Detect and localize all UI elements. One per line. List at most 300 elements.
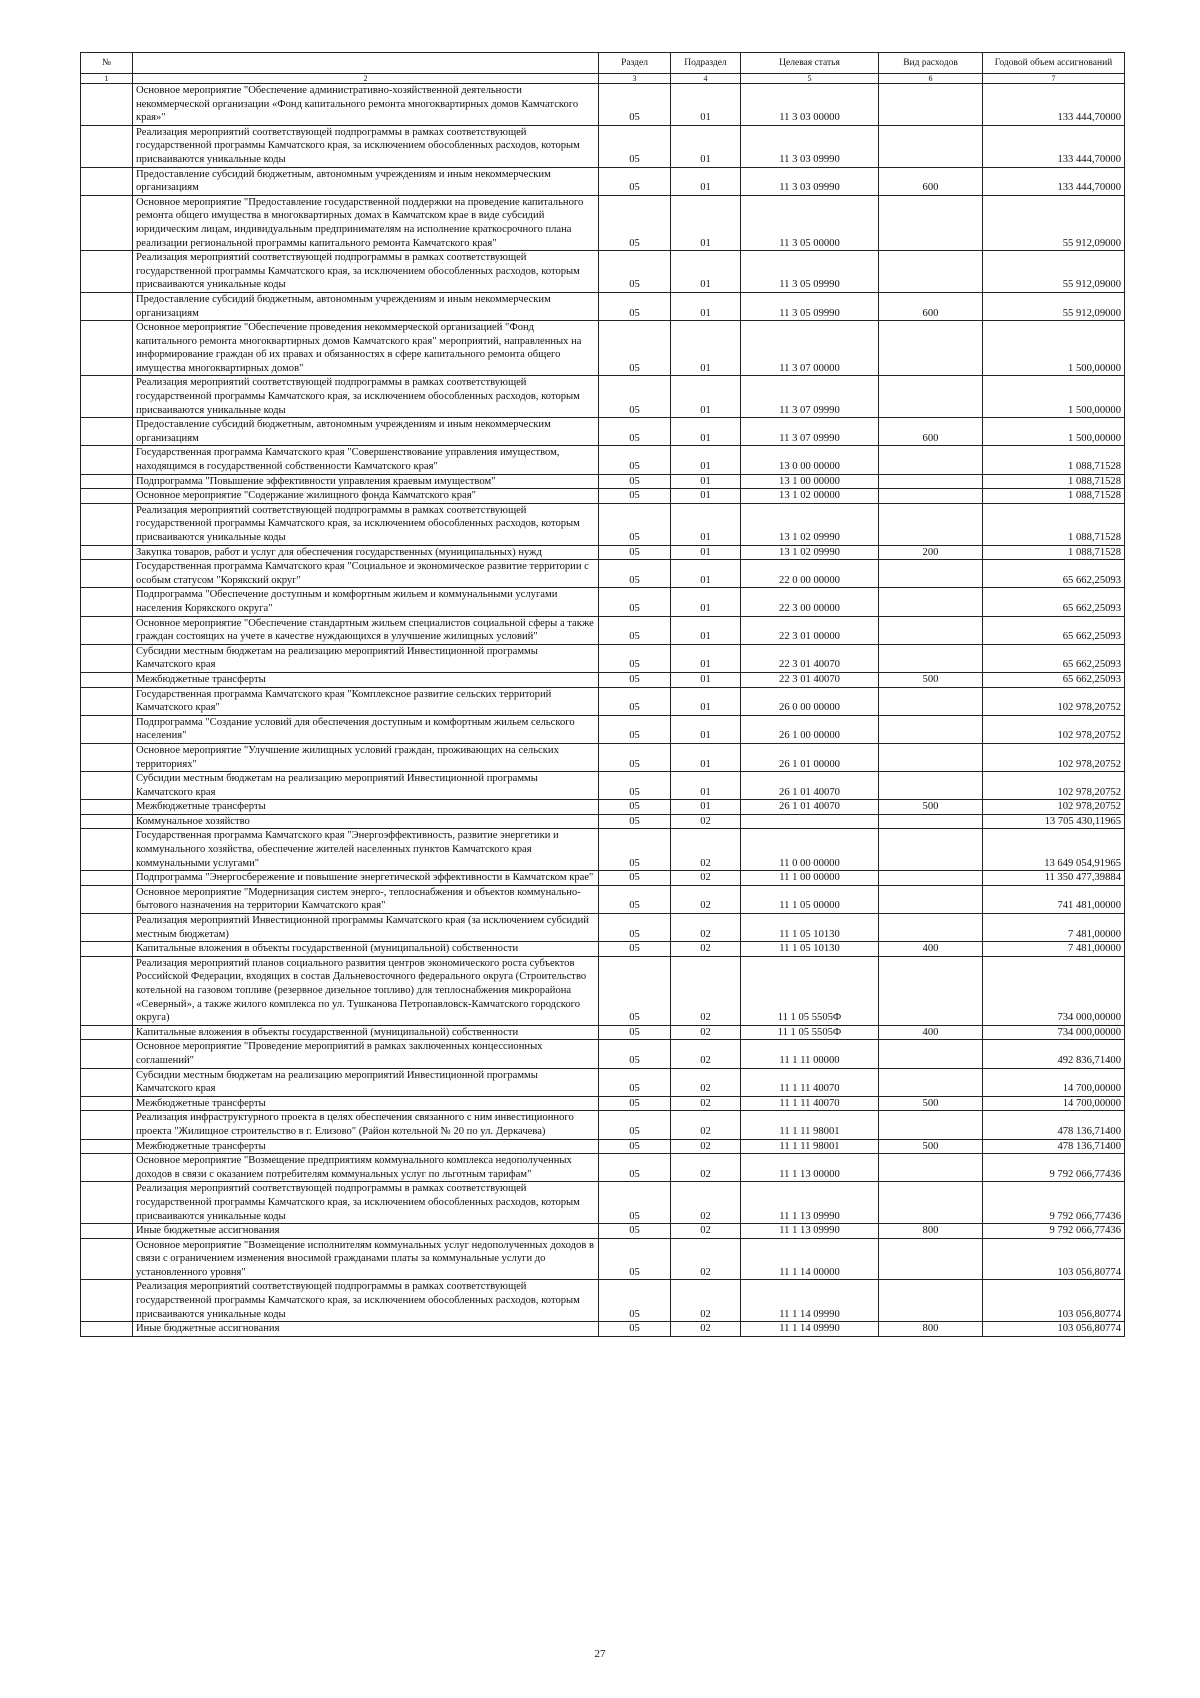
cell-razdel: 05 [599, 503, 671, 545]
header-podrazdel: Подраздел [671, 53, 741, 74]
cell-podrazdel: 01 [671, 489, 741, 504]
cell-target: 11 3 05 00000 [741, 195, 879, 250]
cell-amount: 1 500,00000 [983, 376, 1125, 418]
cell-target: 11 3 05 09990 [741, 292, 879, 320]
cell-name: Реализация мероприятий соответствующей подпрограммы в рамках соответствующей государственной программы Камчатского края, за исключением обособленных расходов, которым присваиваются уникальные коды [133, 376, 599, 418]
cell-podrazdel: 02 [671, 1139, 741, 1154]
table-row [81, 687, 1125, 715]
table-row [81, 1096, 1125, 1111]
cell-podrazdel: 01 [671, 376, 741, 418]
cell-vid [879, 715, 983, 743]
cell-name: Государственная программа Камчатского края "Комплексное развитие сельских территорий Камчатского края" [133, 687, 599, 715]
cell-vid [879, 1040, 983, 1068]
table-row [81, 1139, 1125, 1154]
cell-amount: 103 056,80774 [983, 1322, 1125, 1337]
cell-name: Основное мероприятие "Предоставление государственной поддержки на проведение капитального ремонта общего имущества в многоквартирных домах в Камчатском крае в виде субсидий юридическим лицам, индивидуальным предпринимателям на исполнение краткосрочного плана реализации региональной программы капитального ремонта Камчатского края" [133, 195, 599, 250]
table-row [81, 885, 1125, 913]
cell-name: Субсидии местным бюджетам на реализацию мероприятий Инвестиционной программы Камчатского края [133, 1068, 599, 1096]
header-colnum: 6 [879, 74, 983, 84]
cell-name: Иные бюджетные ассигнования [133, 1322, 599, 1337]
cell-amount: 103 056,80774 [983, 1280, 1125, 1322]
header-target: Целевая статья [741, 53, 879, 74]
cell-podrazdel: 01 [671, 772, 741, 800]
cell-razdel: 05 [599, 871, 671, 886]
cell-amount: 734 000,00000 [983, 956, 1125, 1025]
cell-amount: 1 088,71528 [983, 503, 1125, 545]
header-colnum: 7 [983, 74, 1125, 84]
table-row [81, 1111, 1125, 1139]
cell-razdel: 05 [599, 376, 671, 418]
table-row [81, 672, 1125, 687]
cell-target: 13 1 02 09990 [741, 503, 879, 545]
cell-target: 11 1 14 09990 [741, 1280, 879, 1322]
table-row [81, 1280, 1125, 1322]
cell-vid [879, 84, 983, 126]
cell-razdel: 05 [599, 292, 671, 320]
cell-podrazdel: 02 [671, 1040, 741, 1068]
cell-name: Коммунальное хозяйство [133, 814, 599, 829]
cell-podrazdel: 02 [671, 1182, 741, 1224]
budget-table-page [80, 52, 1124, 1337]
cell-amount: 741 481,00000 [983, 885, 1125, 913]
cell-podrazdel: 01 [671, 672, 741, 687]
cell-amount: 102 978,20752 [983, 800, 1125, 815]
cell-name: Реализация мероприятий планов социального развития центров экономического роста субъектов Российской Федерации, входящих в состав Дальневосточного федерального округа (Строительство котельной на газовом топливе (резервное дизельное топливо) для теплоснабжения микрорайона «Северный», а также жилого комплекса по ул. Тушканова Петропавловск-Камчатского городского округа) [133, 956, 599, 1025]
cell-name: Реализация мероприятий соответствующей подпрограммы в рамках соответствующей государственной программы Камчатского края, за исключением обособленных расходов, которым присваиваются уникальные коды [133, 1182, 599, 1224]
cell-target: 22 3 01 40070 [741, 672, 879, 687]
cell-podrazdel: 01 [671, 195, 741, 250]
table-row [81, 829, 1125, 871]
budget-table [80, 52, 1125, 1337]
cell-podrazdel: 02 [671, 1238, 741, 1280]
cell-vid: 500 [879, 672, 983, 687]
cell-target: 11 3 07 00000 [741, 321, 879, 376]
cell-amount: 9 792 066,77436 [983, 1182, 1125, 1224]
cell-name: Государственная программа Камчатского края "Энергоэффективность, развитие энергетики и коммунального хозяйства, обеспечение жителей населенных пунктов Камчатского края коммунальными услугами" [133, 829, 599, 871]
cell-amount: 1 088,71528 [983, 545, 1125, 560]
cell-razdel: 05 [599, 914, 671, 942]
cell-razdel: 05 [599, 588, 671, 616]
cell-no [81, 1040, 133, 1068]
cell-amount: 65 662,25093 [983, 560, 1125, 588]
cell-no [81, 1238, 133, 1280]
cell-vid [879, 560, 983, 588]
table-row [81, 321, 1125, 376]
cell-no [81, 1025, 133, 1040]
cell-podrazdel: 02 [671, 885, 741, 913]
cell-target: 11 3 05 09990 [741, 251, 879, 293]
cell-name: Основное мероприятие "Обеспечение проведения некоммерческой организацией "Фонд капитального ремонта многоквартирных домов Камчатского края" мероприятий, направленных на информирование граждан об их правах и обязанностях в сфере капитального ремонта общего имущества многоквартирных домов" [133, 321, 599, 376]
cell-no [81, 772, 133, 800]
cell-no [81, 125, 133, 167]
cell-name: Иные бюджетные ассигнования [133, 1224, 599, 1239]
table-row [81, 644, 1125, 672]
table-row [81, 489, 1125, 504]
cell-razdel: 05 [599, 489, 671, 504]
cell-vid: 500 [879, 1096, 983, 1111]
table-row [81, 125, 1125, 167]
header-no: № [81, 53, 133, 74]
cell-name: Реализация инфраструктурного проекта в целях обеспечения связанного с ним инвестиционного проекта "Жилищное строительство в г. Елизово" (Район котельной № 20 по ул. Деркачева) [133, 1111, 599, 1139]
cell-razdel: 05 [599, 1111, 671, 1139]
cell-amount: 65 662,25093 [983, 672, 1125, 687]
cell-no [81, 446, 133, 474]
table-row [81, 588, 1125, 616]
table-row [81, 474, 1125, 489]
table-row [81, 914, 1125, 942]
cell-amount: 14 700,00000 [983, 1068, 1125, 1096]
cell-name: Субсидии местным бюджетам на реализацию мероприятий Инвестиционной программы Камчатского края [133, 644, 599, 672]
cell-target: 11 1 00 00000 [741, 871, 879, 886]
cell-no [81, 715, 133, 743]
cell-vid: 600 [879, 418, 983, 446]
cell-podrazdel: 01 [671, 446, 741, 474]
cell-target: 13 1 02 00000 [741, 489, 879, 504]
cell-target: 11 1 05 5505Ф [741, 1025, 879, 1040]
cell-vid [879, 772, 983, 800]
table-row [81, 195, 1125, 250]
cell-amount: 133 444,70000 [983, 167, 1125, 195]
cell-vid: 600 [879, 292, 983, 320]
cell-amount: 1 088,71528 [983, 446, 1125, 474]
cell-vid [879, 251, 983, 293]
cell-name: Реализация мероприятий соответствующей подпрограммы в рамках соответствующей государственной программы Камчатского края, за исключением обособленных расходов, которым присваиваются уникальные коды [133, 125, 599, 167]
cell-vid [879, 1068, 983, 1096]
cell-amount: 102 978,20752 [983, 715, 1125, 743]
cell-amount: 55 912,09000 [983, 292, 1125, 320]
table-row [81, 1322, 1125, 1337]
cell-target: 11 1 11 40070 [741, 1096, 879, 1111]
cell-razdel: 05 [599, 814, 671, 829]
cell-podrazdel: 02 [671, 829, 741, 871]
cell-name: Основное мероприятие "Возмещение предприятиям коммунального комплекса недополученных доходов в связи с оказанием потребителям коммунальных услуг по льготным тарифам" [133, 1154, 599, 1182]
cell-target: 11 1 05 10130 [741, 914, 879, 942]
cell-name: Основное мероприятие "Проведение мероприятий в рамках заключенных концессионных соглашений" [133, 1040, 599, 1068]
table-row [81, 1040, 1125, 1068]
cell-vid: 400 [879, 942, 983, 957]
header-colnum: 1 [81, 74, 133, 84]
cell-amount: 13 705 430,11965 [983, 814, 1125, 829]
cell-amount: 1 088,71528 [983, 489, 1125, 504]
cell-razdel: 05 [599, 84, 671, 126]
cell-razdel: 05 [599, 687, 671, 715]
cell-target: 26 1 01 00000 [741, 743, 879, 771]
cell-podrazdel: 01 [671, 503, 741, 545]
cell-podrazdel: 02 [671, 1096, 741, 1111]
table-row [81, 1238, 1125, 1280]
cell-amount: 7 481,00000 [983, 914, 1125, 942]
cell-no [81, 1068, 133, 1096]
cell-podrazdel: 02 [671, 1111, 741, 1139]
cell-target: 13 1 02 09990 [741, 545, 879, 560]
cell-amount: 734 000,00000 [983, 1025, 1125, 1040]
cell-amount: 102 978,20752 [983, 687, 1125, 715]
table-row [81, 800, 1125, 815]
table-row [81, 418, 1125, 446]
cell-no [81, 914, 133, 942]
cell-no [81, 885, 133, 913]
cell-podrazdel: 01 [671, 125, 741, 167]
cell-no [81, 672, 133, 687]
header-vid: Вид расходов [879, 53, 983, 74]
cell-target: 11 1 11 98001 [741, 1139, 879, 1154]
cell-razdel: 05 [599, 1040, 671, 1068]
cell-razdel: 05 [599, 545, 671, 560]
cell-no [81, 743, 133, 771]
cell-name: Субсидии местным бюджетам на реализацию мероприятий Инвестиционной программы Камчатского края [133, 772, 599, 800]
cell-target: 11 3 03 09990 [741, 125, 879, 167]
cell-name: Государственная программа Камчатского края "Совершенствование управления имуществом, находящимся в государственной собственности Камчатского края" [133, 446, 599, 474]
cell-amount: 55 912,09000 [983, 251, 1125, 293]
table-row [81, 956, 1125, 1025]
cell-no [81, 871, 133, 886]
table-header [81, 53, 1125, 84]
cell-vid [879, 489, 983, 504]
cell-podrazdel: 02 [671, 1068, 741, 1096]
cell-name: Реализация мероприятий соответствующей подпрограммы в рамках соответствующей государственной программы Камчатского края, за исключением обособленных расходов, которым присваиваются уникальные коды [133, 1280, 599, 1322]
cell-vid [879, 1280, 983, 1322]
cell-target: 11 3 03 09990 [741, 167, 879, 195]
cell-no [81, 800, 133, 815]
cell-no [81, 1280, 133, 1322]
cell-razdel: 05 [599, 195, 671, 250]
cell-vid [879, 446, 983, 474]
cell-vid [879, 743, 983, 771]
cell-podrazdel: 02 [671, 1154, 741, 1182]
table-row [81, 715, 1125, 743]
cell-razdel: 05 [599, 1224, 671, 1239]
cell-amount: 9 792 066,77436 [983, 1154, 1125, 1182]
cell-name: Реализация мероприятий соответствующей подпрограммы в рамках соответствующей государственной программы Камчатского края, за исключением обособленных расходов, которым присваиваются уникальные коды [133, 251, 599, 293]
table-row [81, 560, 1125, 588]
cell-razdel: 05 [599, 125, 671, 167]
cell-razdel: 05 [599, 251, 671, 293]
cell-podrazdel: 01 [671, 474, 741, 489]
cell-no [81, 1322, 133, 1337]
table-row [81, 84, 1125, 126]
cell-razdel: 05 [599, 672, 671, 687]
cell-razdel: 05 [599, 644, 671, 672]
cell-podrazdel: 01 [671, 687, 741, 715]
cell-name: Подпрограмма "Повышение эффективности управления краевым имуществом" [133, 474, 599, 489]
cell-vid: 200 [879, 545, 983, 560]
cell-name: Межбюджетные трансферты [133, 1139, 599, 1154]
cell-razdel: 05 [599, 474, 671, 489]
cell-target: 11 1 13 09990 [741, 1182, 879, 1224]
cell-amount: 102 978,20752 [983, 772, 1125, 800]
cell-no [81, 195, 133, 250]
cell-amount: 65 662,25093 [983, 616, 1125, 644]
cell-amount: 14 700,00000 [983, 1096, 1125, 1111]
cell-no [81, 1182, 133, 1224]
cell-target: 11 1 13 00000 [741, 1154, 879, 1182]
cell-podrazdel: 01 [671, 292, 741, 320]
cell-podrazdel: 02 [671, 814, 741, 829]
cell-razdel: 05 [599, 772, 671, 800]
cell-name: Межбюджетные трансферты [133, 800, 599, 815]
cell-amount: 65 662,25093 [983, 644, 1125, 672]
cell-target: 22 3 01 40070 [741, 644, 879, 672]
cell-razdel: 05 [599, 616, 671, 644]
cell-vid [879, 885, 983, 913]
cell-vid [879, 871, 983, 886]
cell-target: 11 1 11 98001 [741, 1111, 879, 1139]
cell-vid [879, 503, 983, 545]
cell-target: 22 0 00 00000 [741, 560, 879, 588]
cell-no [81, 418, 133, 446]
cell-amount: 55 912,09000 [983, 195, 1125, 250]
table-row [81, 1224, 1125, 1239]
header-amount: Годовой объем ассигнований [983, 53, 1125, 74]
table-row [81, 1182, 1125, 1224]
cell-no [81, 474, 133, 489]
cell-name: Подпрограмма "Создание условий для обеспечения доступным и комфортным жильем сельского населения" [133, 715, 599, 743]
cell-vid: 500 [879, 800, 983, 815]
table-row [81, 292, 1125, 320]
cell-podrazdel: 02 [671, 1025, 741, 1040]
cell-vid [879, 814, 983, 829]
cell-razdel: 05 [599, 418, 671, 446]
cell-podrazdel: 01 [671, 321, 741, 376]
table-row [81, 251, 1125, 293]
cell-podrazdel: 01 [671, 588, 741, 616]
cell-no [81, 1096, 133, 1111]
cell-target: 11 1 11 40070 [741, 1068, 879, 1096]
cell-podrazdel: 02 [671, 1280, 741, 1322]
cell-name: Реализация мероприятий соответствующей подпрограммы в рамках соответствующей государственной программы Камчатского края, за исключением обособленных расходов, которым присваиваются уникальные коды [133, 503, 599, 545]
cell-amount: 1 500,00000 [983, 321, 1125, 376]
cell-podrazdel: 02 [671, 914, 741, 942]
cell-razdel: 05 [599, 1139, 671, 1154]
cell-podrazdel: 01 [671, 545, 741, 560]
cell-target: 11 1 05 10130 [741, 942, 879, 957]
cell-no [81, 321, 133, 376]
cell-no [81, 956, 133, 1025]
header-razdel: Раздел [599, 53, 671, 74]
cell-target: 13 0 00 00000 [741, 446, 879, 474]
cell-podrazdel: 01 [671, 743, 741, 771]
cell-amount: 1 500,00000 [983, 418, 1125, 446]
cell-name: Государственная программа Камчатского края "Социальное и экономическое развитие территории с особым статусом "Корякский округ" [133, 560, 599, 588]
header-colnum: 4 [671, 74, 741, 84]
cell-vid [879, 1238, 983, 1280]
cell-amount: 11 350 477,39884 [983, 871, 1125, 886]
cell-name: Реализация мероприятий Инвестиционной программы Камчатского края (за исключением субсидий местным бюджетам) [133, 914, 599, 942]
cell-podrazdel: 01 [671, 560, 741, 588]
cell-vid [879, 1182, 983, 1224]
cell-razdel: 05 [599, 743, 671, 771]
cell-no [81, 829, 133, 871]
cell-amount: 478 136,71400 [983, 1111, 1125, 1139]
cell-name: Подпрограмма "Энергосбережение и повышение энергетической эффективности в Камчатском крае" [133, 871, 599, 886]
cell-target: 11 1 11 00000 [741, 1040, 879, 1068]
cell-amount: 133 444,70000 [983, 125, 1125, 167]
table-row [81, 942, 1125, 957]
cell-vid [879, 1111, 983, 1139]
cell-no [81, 616, 133, 644]
cell-podrazdel: 01 [671, 251, 741, 293]
cell-amount: 102 978,20752 [983, 743, 1125, 771]
cell-no [81, 292, 133, 320]
cell-razdel: 05 [599, 715, 671, 743]
cell-razdel: 05 [599, 446, 671, 474]
cell-vid [879, 195, 983, 250]
table-row [81, 1154, 1125, 1182]
cell-target: 11 1 05 5505Ф [741, 956, 879, 1025]
cell-podrazdel: 01 [671, 715, 741, 743]
cell-vid [879, 1154, 983, 1182]
cell-target: 22 3 00 00000 [741, 588, 879, 616]
cell-no [81, 814, 133, 829]
cell-vid [879, 644, 983, 672]
cell-name: Капитальные вложения в объекты государственной (муниципальной) собственности [133, 942, 599, 957]
table-row [81, 871, 1125, 886]
cell-razdel: 05 [599, 1025, 671, 1040]
table-row [81, 1068, 1125, 1096]
cell-vid: 500 [879, 1139, 983, 1154]
cell-amount: 478 136,71400 [983, 1139, 1125, 1154]
cell-vid: 800 [879, 1322, 983, 1337]
cell-target [741, 814, 879, 829]
header-colnum: 5 [741, 74, 879, 84]
cell-no [81, 588, 133, 616]
cell-podrazdel: 01 [671, 800, 741, 815]
cell-razdel: 05 [599, 1280, 671, 1322]
cell-no [81, 1224, 133, 1239]
cell-no [81, 1111, 133, 1139]
cell-vid: 800 [879, 1224, 983, 1239]
cell-no [81, 1154, 133, 1182]
header-colnum: 3 [599, 74, 671, 84]
cell-target: 26 1 01 40070 [741, 772, 879, 800]
table-row [81, 743, 1125, 771]
cell-no [81, 545, 133, 560]
table-body [81, 84, 1125, 1337]
cell-target: 13 1 00 00000 [741, 474, 879, 489]
cell-podrazdel: 01 [671, 167, 741, 195]
cell-amount: 103 056,80774 [983, 1238, 1125, 1280]
cell-vid [879, 321, 983, 376]
cell-vid [879, 687, 983, 715]
cell-vid [879, 616, 983, 644]
cell-target: 11 1 14 09990 [741, 1322, 879, 1337]
cell-vid [879, 829, 983, 871]
cell-podrazdel: 02 [671, 942, 741, 957]
cell-name: Основное мероприятие "Возмещение исполнителям коммунальных услуг недополученных доходов в связи с ограничением изменения вносимой гражданами платы за коммунальные услуги до установленного уровня" [133, 1238, 599, 1280]
table-row [81, 446, 1125, 474]
cell-name: Подпрограмма "Обеспечение доступным и комфортным жильем и коммунальными услугами населения Корякского округа" [133, 588, 599, 616]
cell-podrazdel: 01 [671, 84, 741, 126]
table-row [81, 167, 1125, 195]
cell-razdel: 05 [599, 800, 671, 815]
cell-target: 11 3 07 09990 [741, 418, 879, 446]
cell-no [81, 1139, 133, 1154]
cell-vid [879, 588, 983, 616]
table-row [81, 814, 1125, 829]
cell-name: Основное мероприятие "Обеспечение стандартным жильем специалистов социальной сферы а также граждан состоящих на учете в качестве нуждающихся в улучшение жилищных условий" [133, 616, 599, 644]
cell-target: 11 1 05 00000 [741, 885, 879, 913]
cell-razdel: 05 [599, 560, 671, 588]
cell-podrazdel: 01 [671, 644, 741, 672]
table-row [81, 616, 1125, 644]
cell-target: 11 3 03 00000 [741, 84, 879, 126]
cell-amount: 1 088,71528 [983, 474, 1125, 489]
cell-amount: 13 649 054,91965 [983, 829, 1125, 871]
cell-no [81, 376, 133, 418]
cell-name: Основное мероприятие "Модернизация систем энерго-, теплоснабжения и объектов коммунально-бытового назначения на территории Камчатского края" [133, 885, 599, 913]
cell-vid [879, 474, 983, 489]
cell-amount: 9 792 066,77436 [983, 1224, 1125, 1239]
